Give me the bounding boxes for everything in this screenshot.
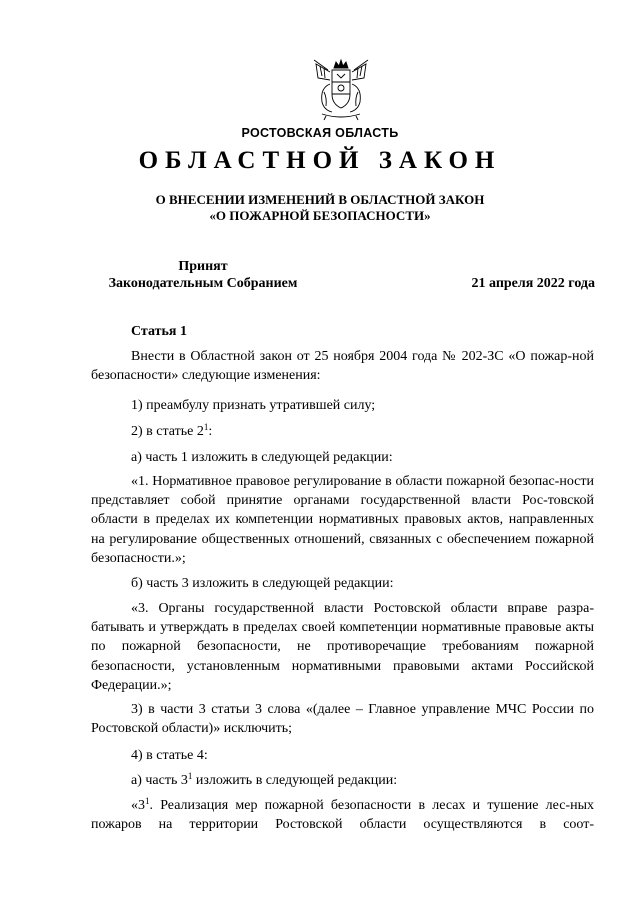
paragraph-quote-part-3-1: «$3^1$. Реализация мер пожарной безопасности в лесах и тушение лес-ных пожаров на территории Ростовской области осуществляются в соот- xyxy=(91,796,594,833)
law-subtitle xyxy=(0,192,640,224)
paragraph-item-3: 3) в части 3 статьи 3 слова «(далее – Главное управление МЧС России по Ростовской области)» исключить; xyxy=(91,702,594,737)
paragraph-item-2: 2) в статье $2^1$: xyxy=(131,422,213,439)
paragraph-item-4: 4) в статье 4: xyxy=(131,748,208,763)
paragraph-quote-part-1: «1. Нормативное правовое регулирование в области пожарной безопас-ности представляет собой принятие органами государственной власти Рос-товской области в пределах их компетенции нормативных правовых актов, направленных на регулирование общественных отношений, связанных с обеспечением пожарной безопасности.»; xyxy=(91,474,594,566)
subtitle-line-2: «О ПОЖАРНОЙ БЕЗОПАСНОСТИ» xyxy=(209,208,431,223)
paragraph-item-2b: б) часть 3 изложить в следующей редакции: xyxy=(131,576,394,591)
document-type-title: ОБЛАСТНОЙ ЗАКОН xyxy=(138,147,502,174)
adoption-line-2: Законодательным Собранием xyxy=(108,276,298,291)
paragraph-item-1: 1) преамбулу признать утратившей силу; xyxy=(131,398,376,413)
paragraph-item-2a: а) часть 1 изложить в следующей редакции: xyxy=(131,450,393,465)
rostov-oblast-coat-of-arms-icon xyxy=(308,58,374,122)
region-name: РОСТОВСКАЯ ОБЛАСТЬ xyxy=(241,126,399,140)
adoption-date: 21 апреля 2022 года xyxy=(471,276,595,291)
subtitle-line-1: О ВНЕСЕНИИ ИЗМЕНЕНИЙ В ОБЛАСТНОЙ ЗАКОН xyxy=(155,192,485,207)
article-heading: Статья 1 xyxy=(131,324,187,339)
paragraph-intro: Внести в Областной закон от 25 ноября 2004 года № 202-ЗС «О пожар-ной безопасности» следующие изменения: xyxy=(91,349,594,384)
adoption-line-1: Принят xyxy=(178,259,228,274)
adoption-block xyxy=(88,258,318,292)
paragraph-quote-part-3: «3. Органы государственной власти Ростовской области вправе разра-батывать и утверждать в пределах своей компетенции нормативные правовые акты по пожарной безопасности, не противоречащие требованиям пожарной безопасности, установленным нормативными правовыми актами Российской Федерации.»; xyxy=(91,601,594,693)
paragraph-item-4a: а) часть $3^1$ изложить в следующей редакции: xyxy=(131,771,398,788)
